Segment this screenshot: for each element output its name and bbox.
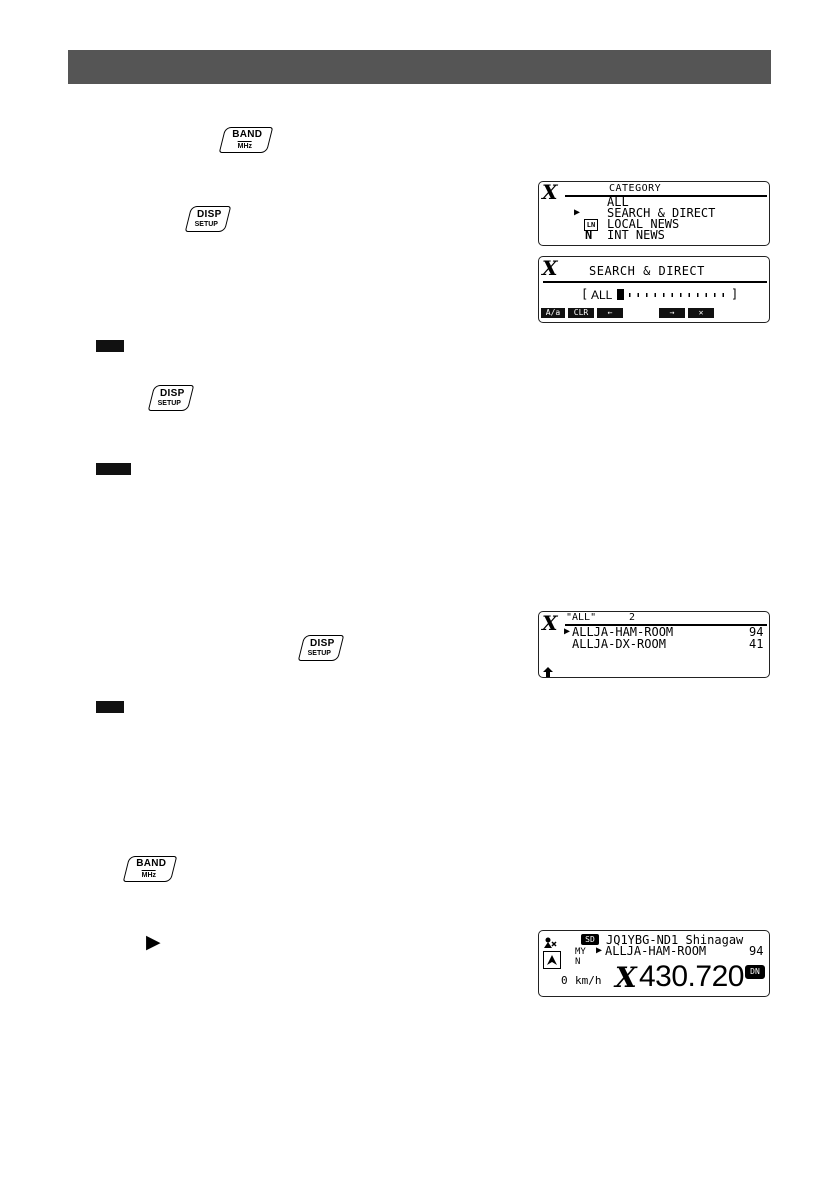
section-header-bar [68, 50, 771, 84]
softkey-backspace: ✕ [688, 308, 714, 318]
selection-arrow-icon: ▶ [564, 626, 571, 637]
category-item: LOCAL NEWS [607, 217, 680, 231]
room-count: 94 [749, 944, 764, 958]
speed-unit: km/h [575, 974, 602, 987]
softkey-left: ← [597, 308, 623, 318]
room-header-count: 2 [629, 612, 636, 623]
category-title: CATEGORY [609, 183, 662, 194]
category-item: INT NEWS [607, 228, 665, 242]
selection-arrow-icon: ▶ [574, 207, 581, 218]
band-key-sublabel: MHz [141, 872, 156, 879]
note-tag [96, 340, 124, 352]
search-direct-screen [538, 256, 770, 323]
main-frequency-screen [538, 930, 770, 997]
room-list-screen [538, 611, 770, 678]
category-screen [538, 181, 770, 246]
cursor-block [617, 289, 624, 300]
softkey-case: A/a [541, 308, 565, 318]
category-item: ALL [607, 195, 629, 209]
category-item: SEARCH & DIRECT [607, 206, 716, 220]
int-news-icon: N [585, 228, 593, 242]
sd-badge: SD [581, 934, 599, 945]
room-header-name: "ALL" [566, 612, 597, 623]
disp-key-icon [298, 635, 344, 661]
room-row-count: 41 [749, 637, 764, 651]
room-row-name: ALLJA-DX-ROOM [572, 637, 666, 651]
input-dots [629, 293, 729, 297]
note-tag [96, 701, 124, 713]
heading-label: N [575, 957, 581, 967]
disp-key-label: DISP [196, 209, 222, 220]
softkey-right: → [659, 308, 685, 318]
disp-key-icon [185, 206, 231, 232]
softkey-clear: CLR [568, 308, 594, 318]
play-triangle-icon: ▶ [146, 932, 161, 953]
mode-label: MY [575, 947, 586, 957]
x-logo-icon: X [615, 961, 637, 994]
search-title: SEARCH & DIRECT [589, 264, 705, 278]
disp-key-label: DISP [309, 638, 335, 649]
node-name: JQ1YBG-ND1 Shinagaw [606, 933, 744, 947]
disp-key-label: DISP [159, 388, 185, 399]
room-name: ALLJA-HAM-ROOM [605, 944, 707, 958]
note-tag [96, 463, 131, 475]
selection-arrow-icon: ▶ [596, 945, 603, 956]
band-key-label: BAND [136, 858, 167, 869]
room-row-name: ALLJA-HAM-ROOM [572, 625, 674, 639]
band-key-icon [219, 127, 273, 153]
dn-mode-badge: DN [745, 965, 765, 979]
room-row-count: 94 [749, 625, 764, 639]
x-logo-icon: X [542, 611, 558, 635]
local-news-icon: LN [584, 219, 598, 231]
band-key-sublabel: MHz [237, 143, 252, 150]
disp-key-icon [148, 385, 194, 411]
disp-key-sublabel: SETUP [194, 221, 219, 228]
compass-icon [543, 951, 561, 969]
speed-value: 0 [561, 974, 568, 987]
band-key-label: BAND [232, 129, 263, 140]
input-open-bracket: [ [581, 287, 589, 301]
search-input-text: ALL [591, 288, 613, 302]
frequency-readout: 430.720 [639, 960, 744, 993]
x-logo-icon: X [542, 256, 558, 280]
input-close-bracket: ] [731, 287, 739, 301]
up-arrow-icon [543, 662, 553, 678]
band-key-icon [123, 856, 177, 882]
disp-key-sublabel: SETUP [157, 400, 182, 407]
x-logo-icon: X [542, 181, 558, 204]
disp-key-sublabel: SETUP [307, 650, 332, 657]
